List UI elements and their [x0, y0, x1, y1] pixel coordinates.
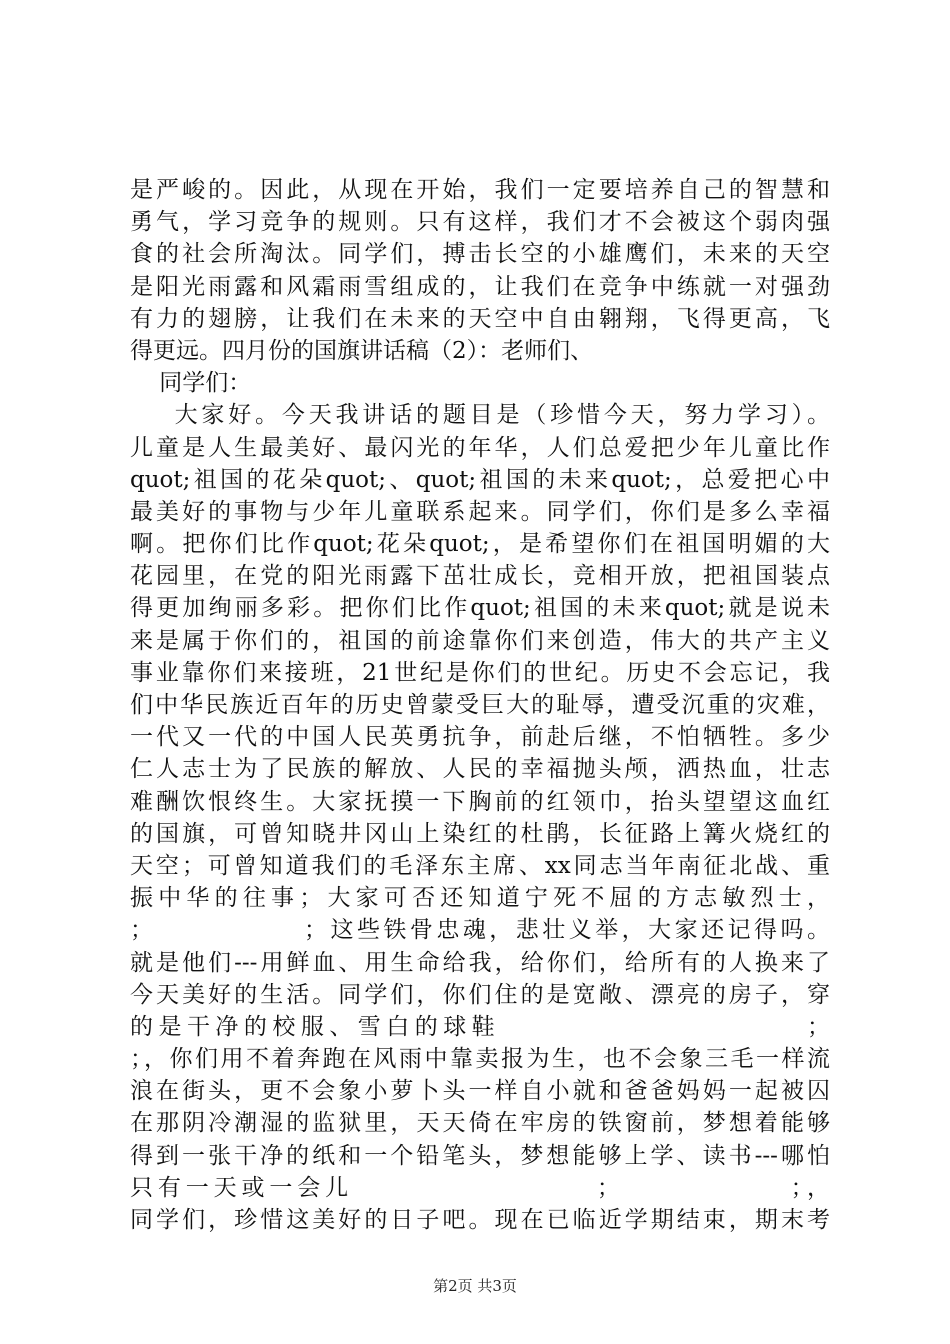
text-line: 浪在街头，更不会象小萝卜头一样自小就和爸爸妈妈一起被囚: [130, 1078, 830, 1105]
text-line: 啊。把你们比作quot;花朵quot;，是希望你们在祖国明媚的大: [130, 531, 830, 558]
text-line: ；，你们用不着奔跑在风雨中靠卖报为生，也不会象三毛一样流: [130, 1046, 830, 1073]
text-line: ； ；这些铁骨忠魂，悲壮义举，大家还记得吗。: [130, 917, 830, 944]
text-line: 食的社会所淘汰。同学们，搏击长空的小雄鹰们，未来的天空: [130, 241, 830, 268]
text-line: 就是他们---用鲜血、用生命给我，给你们，给所有的人换来了: [130, 949, 830, 976]
text-line: 得更远。四月份的国旗讲话稿（2）：老师们、: [130, 337, 594, 364]
text-line: quot;祖国的花朵quot;、quot;祖国的未来quot;，总爱把心中: [130, 466, 830, 493]
body-text: [130, 174, 830, 1236]
text-line: 大家好。今天我讲话的题目是（珍惜今天，努力学习）。: [130, 402, 830, 429]
text-line: 今天美好的生活。同学们，你们住的是宽敞、漂亮的房子，穿: [130, 981, 830, 1008]
text-line: 仁人志士为了民族的解放、人民的幸福抛头颅，洒热血，壮志: [130, 756, 830, 783]
text-line: 事业靠你们来接班，21世纪是你们的世纪。历史不会忘记，我: [130, 659, 830, 686]
text-line: 难酬饮恨终生。大家抚摸一下胸前的红领巾，抬头望望这血红: [130, 788, 830, 815]
text-line: 最美好的事物与少年儿童联系起来。同学们，你们是多么幸福: [130, 498, 830, 525]
text-line: 勇气，学习竞争的规则。只有这样，我们才不会被这个弱肉强: [130, 209, 830, 236]
text-line: 得更加绚丽多彩。把你们比作quot;祖国的未来quot;就是说未: [130, 595, 830, 622]
text-line: 天空；可曾知道我们的毛泽东主席、xx同志当年南征北战、重: [130, 852, 830, 879]
text-line: 是严峻的。因此，从现在开始，我们一定要培养自己的智慧和: [130, 177, 830, 203]
text-line: 在那阴冷潮湿的监狱里，天天倚在牢房的铁窗前，梦想着能够: [130, 1110, 830, 1137]
text-line: 有力的翅膀，让我们在未来的天空中自由翱翔，飞得更高，飞: [130, 305, 830, 332]
text-line: 振中华的往事；大家可否还知道宁死不屈的方志敏烈士，: [130, 885, 830, 912]
text-line: 同学们：: [130, 370, 252, 397]
text-line: 的是干净的校服、雪白的球鞋 ；: [130, 1013, 830, 1040]
text-line: 一代又一代的中国人民英勇抗争，前赴后继，不怕牺牲。多少: [130, 724, 830, 751]
text-line: 来是属于你们的，祖国的前途靠你们来创造，伟大的共产主义: [130, 627, 830, 654]
text-line: 同学们，珍惜这美好的日子吧。现在已临近学期结束，期末考: [130, 1207, 830, 1233]
text-line: 的国旗，可曾知晓井冈山上染红的杜鹃，长征路上篝火烧红的: [130, 820, 830, 847]
text-line: 是阳光雨露和风霜雨雪组成的，让我们在竞争中练就一对强劲: [130, 273, 830, 300]
page-footer: 第2页 共3页: [433, 1277, 517, 1295]
text-line: 儿童是人生最美好、最闪光的年华，人们总爱把少年儿童比作: [130, 434, 830, 461]
text-line: 花园里，在党的阳光雨露下茁壮成长，竞相开放，把祖国装点: [130, 563, 830, 590]
text-line: 们中华民族近百年的历史曾蒙受巨大的耻辱，遭受沉重的灾难，: [130, 692, 830, 718]
text-line: 得到一张干净的纸和一个铅笔头，梦想能够上学、读书---哪怕: [130, 1142, 830, 1169]
text-line: 只有一天或一会儿 ； ；，: [130, 1174, 830, 1201]
